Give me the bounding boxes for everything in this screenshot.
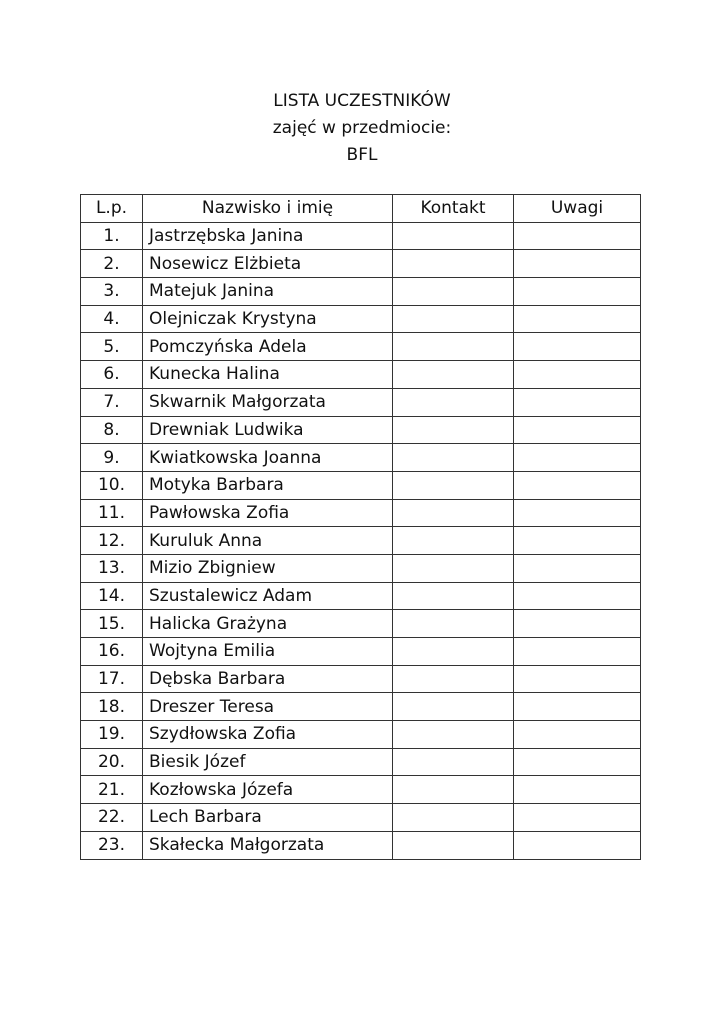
row-number-cell: 2.: [81, 250, 143, 278]
row-number-cell: 5.: [81, 333, 143, 361]
participant-name-cell: Olejniczak Krystyna: [143, 305, 393, 333]
row-number-cell: 23.: [81, 831, 143, 859]
contact-cell: [393, 831, 514, 859]
document-title: LISTA UCZESTNIKÓW: [273, 91, 451, 111]
notes-cell: [514, 278, 641, 306]
table-row: [81, 250, 641, 278]
table-row: [81, 831, 641, 859]
table-row: [81, 665, 641, 693]
participant-name-cell: Drewniak Ludwika: [143, 416, 393, 444]
contact-cell: [393, 250, 514, 278]
participant-name-cell: Biesik Józef: [143, 748, 393, 776]
table-row: [81, 499, 641, 527]
participant-name-cell: Jastrzębska Janina: [143, 222, 393, 250]
participant-name-cell: Kuruluk Anna: [143, 527, 393, 555]
notes-cell: [514, 361, 641, 389]
contact-cell: [393, 416, 514, 444]
contact-cell: [393, 610, 514, 638]
header-lp: L.p.: [81, 195, 143, 223]
notes-cell: [514, 222, 641, 250]
contact-cell: [393, 748, 514, 776]
participant-name-cell: Lech Barbara: [143, 804, 393, 832]
table-row: [81, 776, 641, 804]
table-row: [81, 278, 641, 306]
header-contact: Kontakt: [393, 195, 514, 223]
table-row: [81, 804, 641, 832]
contact-cell: [393, 665, 514, 693]
participants-table: [80, 194, 641, 860]
participant-name-cell: Matejuk Janina: [143, 278, 393, 306]
notes-cell: [514, 776, 641, 804]
table-row: [81, 748, 641, 776]
notes-cell: [514, 499, 641, 527]
subject-name: BFL: [346, 145, 378, 165]
row-number-cell: 20.: [81, 748, 143, 776]
participant-name-cell: Skałecka Małgorzata: [143, 831, 393, 859]
contact-cell: [393, 361, 514, 389]
contact-cell: [393, 444, 514, 472]
row-number-cell: 13.: [81, 554, 143, 582]
contact-cell: [393, 721, 514, 749]
header-notes: Uwagi: [514, 195, 641, 223]
contact-cell: [393, 693, 514, 721]
row-number-cell: 6.: [81, 361, 143, 389]
row-number-cell: 3.: [81, 278, 143, 306]
participant-name-cell: Skwarnik Małgorzata: [143, 388, 393, 416]
table-row: [81, 305, 641, 333]
table-row: [81, 361, 641, 389]
table-row: [81, 471, 641, 499]
participant-name-cell: Szustalewicz Adam: [143, 582, 393, 610]
participant-name-cell: Kozłowska Józefa: [143, 776, 393, 804]
row-number-cell: 17.: [81, 665, 143, 693]
table-row: [81, 444, 641, 472]
contact-cell: [393, 776, 514, 804]
row-number-cell: 11.: [81, 499, 143, 527]
table-row: [81, 333, 641, 361]
row-number-cell: 8.: [81, 416, 143, 444]
contact-cell: [393, 499, 514, 527]
notes-cell: [514, 610, 641, 638]
table-row: [81, 721, 641, 749]
notes-cell: [514, 693, 641, 721]
row-number-cell: 21.: [81, 776, 143, 804]
notes-cell: [514, 250, 641, 278]
participant-name-cell: Kwiatkowska Joanna: [143, 444, 393, 472]
row-number-cell: 10.: [81, 471, 143, 499]
notes-cell: [514, 831, 641, 859]
notes-cell: [514, 527, 641, 555]
row-number-cell: 22.: [81, 804, 143, 832]
contact-cell: [393, 222, 514, 250]
participant-name-cell: Kunecka Halina: [143, 361, 393, 389]
document-header: [0, 88, 724, 169]
participant-name-cell: Nosewicz Elżbieta: [143, 250, 393, 278]
table-row: [81, 582, 641, 610]
row-number-cell: 14.: [81, 582, 143, 610]
contact-cell: [393, 278, 514, 306]
row-number-cell: 12.: [81, 527, 143, 555]
contact-cell: [393, 638, 514, 666]
notes-cell: [514, 305, 641, 333]
contact-cell: [393, 527, 514, 555]
row-number-cell: 1.: [81, 222, 143, 250]
notes-cell: [514, 582, 641, 610]
table-row: [81, 416, 641, 444]
notes-cell: [514, 804, 641, 832]
table-row: [81, 527, 641, 555]
contact-cell: [393, 471, 514, 499]
participants-table-body: [81, 222, 641, 859]
participant-name-cell: Wojtyna Emilia: [143, 638, 393, 666]
notes-cell: [514, 665, 641, 693]
notes-cell: [514, 333, 641, 361]
document-subtitle: zajęć w przedmiocie:: [272, 118, 452, 138]
contact-cell: [393, 804, 514, 832]
notes-cell: [514, 748, 641, 776]
participant-name-cell: Halicka Grażyna: [143, 610, 393, 638]
contact-cell: [393, 333, 514, 361]
notes-cell: [514, 471, 641, 499]
table-header-row: [81, 195, 641, 223]
participant-name-cell: Mizio Zbigniew: [143, 554, 393, 582]
participant-name-cell: Dreszer Teresa: [143, 693, 393, 721]
notes-cell: [514, 638, 641, 666]
participant-name-cell: Motyka Barbara: [143, 471, 393, 499]
row-number-cell: 4.: [81, 305, 143, 333]
row-number-cell: 16.: [81, 638, 143, 666]
contact-cell: [393, 582, 514, 610]
participant-name-cell: Pomczyńska Adela: [143, 333, 393, 361]
table-row: [81, 388, 641, 416]
table-row: [81, 222, 641, 250]
notes-cell: [514, 416, 641, 444]
contact-cell: [393, 388, 514, 416]
table-row: [81, 693, 641, 721]
header-name: Nazwisko i imię: [143, 195, 393, 223]
table-row: [81, 554, 641, 582]
row-number-cell: 7.: [81, 388, 143, 416]
notes-cell: [514, 444, 641, 472]
notes-cell: [514, 554, 641, 582]
table-row: [81, 610, 641, 638]
participant-name-cell: Szydłowska Zofia: [143, 721, 393, 749]
contact-cell: [393, 305, 514, 333]
table-row: [81, 638, 641, 666]
row-number-cell: 18.: [81, 693, 143, 721]
row-number-cell: 15.: [81, 610, 143, 638]
notes-cell: [514, 388, 641, 416]
contact-cell: [393, 554, 514, 582]
participant-name-cell: Dębska Barbara: [143, 665, 393, 693]
participant-name-cell: Pawłowska Zofia: [143, 499, 393, 527]
row-number-cell: 9.: [81, 444, 143, 472]
row-number-cell: 19.: [81, 721, 143, 749]
notes-cell: [514, 721, 641, 749]
